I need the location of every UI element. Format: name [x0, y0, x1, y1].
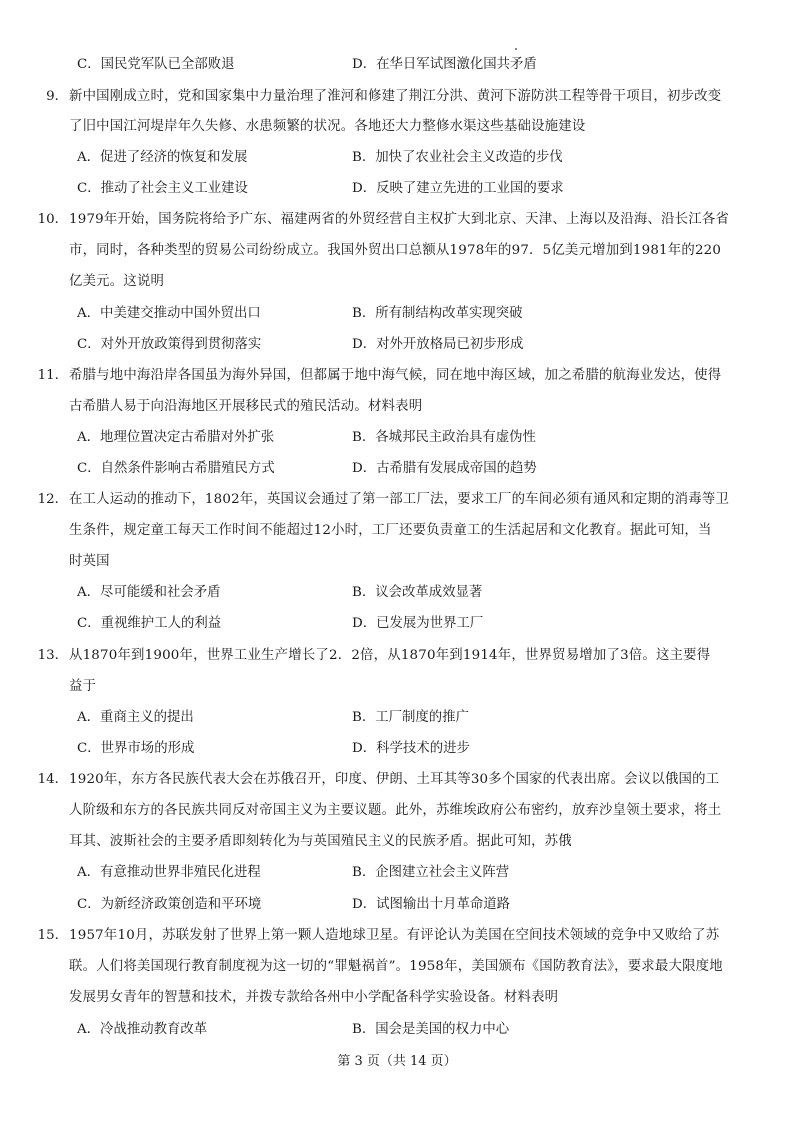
question-number-14: 14． [37, 772, 68, 787]
question-number-15: 15． [37, 928, 68, 943]
question-14-stem-line-2: 人阶级和东方的各民族共同反对帝国主义为主要议题。此外，苏维埃政府公布密约，放弃沙皇领土要求，将土 [69, 803, 722, 818]
question-10-option-c[interactable]: C．对外开放政策得到贯彻落实 [77, 337, 262, 352]
question-number-9: 9． [46, 89, 68, 104]
question-10-stem-line-2: 市，同时，各种类型的贸易公司纷纷成立。我国外贸出口总额从1978年的97．5亿美元增加到1981年的220 [69, 243, 722, 258]
question-number-11: 11． [37, 368, 68, 383]
question-14-option-d[interactable]: D．试图输出十月革命道路 [352, 897, 511, 912]
question-9-stem-line-1: 新中国刚成立时，党和国家集中力量治理了淮河和修建了荆江分洪、黄河下游防洪工程等骨干项目，初步改变 [69, 89, 722, 104]
question-15-stem-line-1: 1957年10月，苏联发射了世界上第一颗人造地球卫星。有评论认为美国在空间技术领域的竞争中又败给了苏 [69, 928, 720, 943]
question-10-stem-line-1: 1979年开始，国务院将给予广东、福建两省的外贸经营自主权扩大到北京、天津、上海以及沿海、沿长江各省 [69, 212, 730, 227]
question-15-option-b[interactable]: B．国会是美国的权力中心 [352, 1022, 510, 1037]
question-12-option-c[interactable]: C．重视维护工人的利益 [77, 616, 222, 631]
question-9-option-b[interactable]: B．加快了农业社会主义改造的步伐 [352, 150, 563, 165]
question-number-13: 13． [37, 648, 68, 663]
question-11-stem-line-2: 古希腊人易于向沿海地区开展移民式的殖民活动。材料表明 [69, 399, 423, 414]
question-13-option-a[interactable]: A．重商主义的提出 [77, 710, 194, 725]
question-14-stem-line-1: 1920年，东方各民族代表大会在苏俄召开，印度、伊朗、土耳其等30多个国家的代表出席。会议以俄国的工 [69, 772, 720, 787]
question-10-stem-line-3: 亿美元。这说明 [69, 274, 165, 289]
page-number-footer: 第 3 页（共 14 页） [337, 1054, 457, 1069]
question-15-stem-line-3: 发展男女青年的智慧和技术，并拨专款给各州中小学配备科学实验设备。材料表明 [69, 990, 559, 1005]
option-d-prev[interactable]: D．在华日军试图激化国共矛盾 [352, 57, 537, 72]
question-15-stem-line-2: 联。人们将美国现行教育制度视为这一切的“罪魁祸首”。1958年，美国颁布《国防教育法》，要求最大限度地 [69, 959, 723, 974]
question-10-option-a[interactable]: A．中美建交推动中国外贸出口 [77, 306, 261, 321]
question-15-option-a[interactable]: A．冷战推动教育改革 [77, 1022, 208, 1037]
question-12-option-d[interactable]: D．已发展为世界工厂 [352, 616, 484, 631]
question-12-stem-line-3: 时英国 [69, 554, 110, 569]
question-12-stem-line-1: 在工人运动的推动下，1802年，英国议会通过了第一部工厂法，要求工厂的车间必须有通风和定期的消毒等卫 [69, 492, 730, 507]
question-number-12: 12． [37, 492, 68, 507]
question-11-stem-line-1: 希腊与地中海沿岸各国虽为海外异国，但都属于地中海气候，同在地中海区域，加之希腊的航海业发达，使得 [69, 368, 722, 383]
question-9-option-a[interactable]: A．促进了经济的恢复和发展 [77, 150, 248, 165]
question-12-option-b[interactable]: B．议会改革成效显著 [352, 585, 483, 600]
question-14-stem-line-3: 耳其、波斯社会的主要矛盾即刻转化为与英国殖民主义的民族矛盾。据此可知，苏俄 [69, 834, 572, 849]
question-11-option-a[interactable]: A．地理位置决定古希腊对外扩张 [77, 430, 275, 445]
question-14-option-b[interactable]: B．企图建立社会主义阵营 [352, 865, 510, 880]
scan-dot-mark [515, 48, 517, 50]
question-12-stem-line-2: 生条件，规定童工每天工作时间不能超过12小时，工厂还要负责童工的生活起居和文化教育。据此可知，当 [69, 523, 712, 538]
question-11-option-d[interactable]: D．古希腊有发展成帝国的趋势 [352, 461, 537, 476]
question-13-option-d[interactable]: D．科学技术的进步 [352, 741, 470, 756]
question-14-option-c[interactable]: C．为新经济政策创造和平环境 [77, 897, 262, 912]
question-number-10: 10． [37, 212, 68, 227]
question-11-option-c[interactable]: C．自然条件影响古希腊殖民方式 [77, 461, 275, 476]
question-12-option-a[interactable]: A．尽可能缓和社会矛盾 [77, 585, 221, 600]
question-13-stem-line-2: 益于 [69, 679, 97, 694]
question-13-option-c[interactable]: C．世界市场的形成 [77, 741, 195, 756]
question-9-stem-line-2: 了旧中国江河堤岸年久失修、水患频繁的状况。各地还大力整修水渠这些基础设施建设 [69, 119, 586, 134]
question-14-option-a[interactable]: A．有意推动世界非殖民化进程 [77, 865, 261, 880]
question-13-option-b[interactable]: B．工厂制度的推广 [352, 710, 469, 725]
question-9-option-c[interactable]: C．推动了社会主义工业建设 [77, 181, 248, 196]
question-10-option-b[interactable]: B．所有制结构改革实现突破 [352, 306, 523, 321]
question-11-option-b[interactable]: B．各城邦民主政治具有虚伪性 [352, 430, 536, 445]
question-13-stem-line-1: 从1870年到1900年，世界工业生产增长了2．2倍，从1870年到1914年，世界贸易增加了3倍。这主要得 [69, 648, 711, 663]
option-c-prev[interactable]: C．国民党军队已全部败退 [77, 57, 235, 72]
question-9-option-d[interactable]: D．反映了建立先进的工业国的要求 [352, 181, 564, 196]
question-10-option-d[interactable]: D．对外开放格局已初步形成 [352, 337, 524, 352]
